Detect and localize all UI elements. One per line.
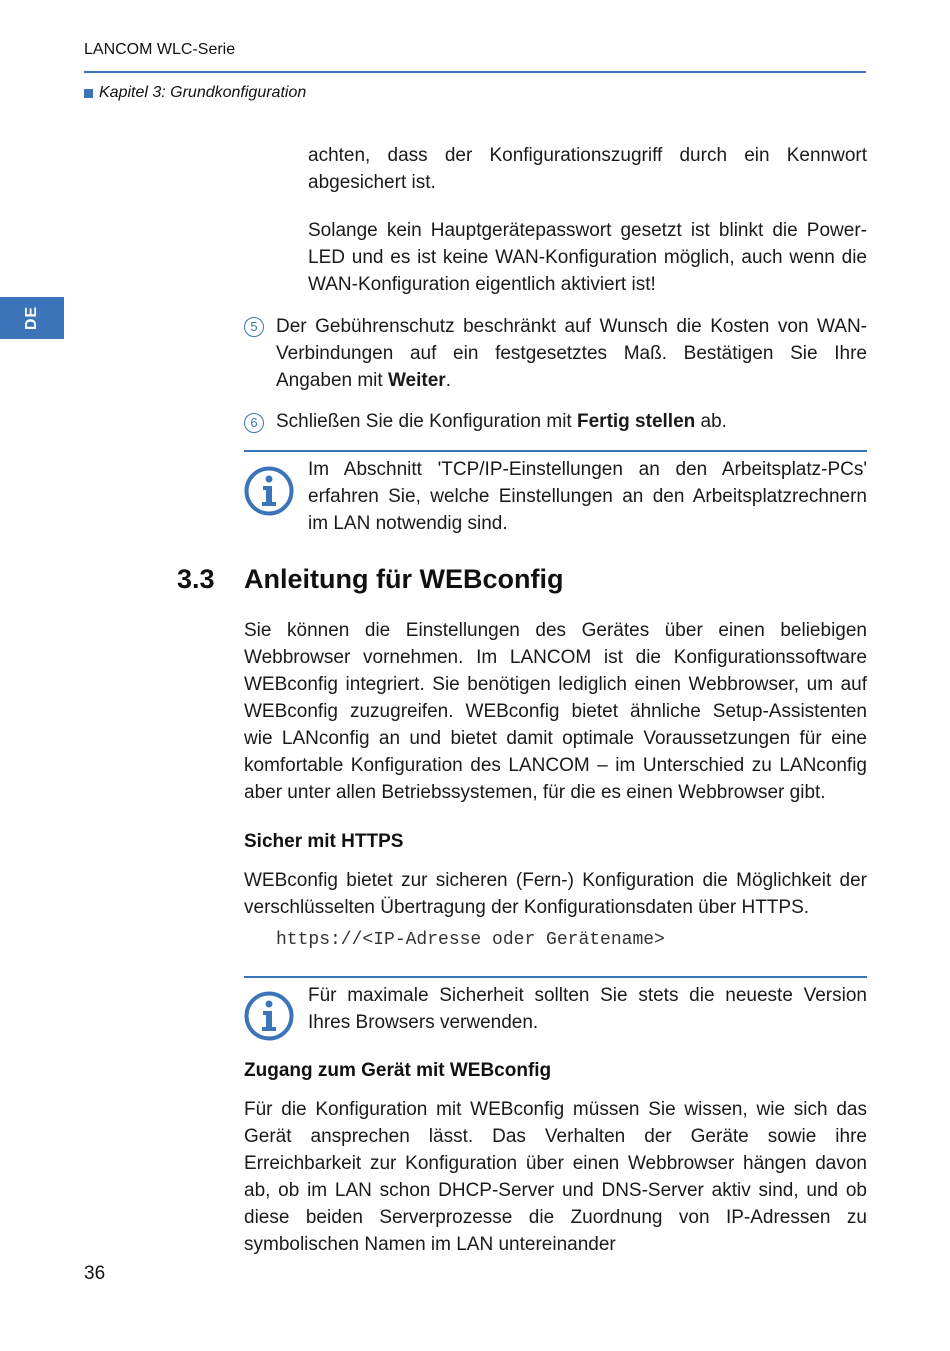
section-number: 3.3: [177, 564, 215, 594]
step-5-text-main: Der Gebührenschutz beschränkt auf Wunsch die Kosten von WAN-Verbindungen auf ein festgesetztes Maß. Bestätigen Sie Ihre Angaben mit: [276, 316, 867, 391]
section-intro: Sie können die Einstellungen des Gerätes über einen beliebigen Webbrowser vornehmen. Im LANCOM ist die Konfigurationssoftware WEBconfig integriert. Sie benötigen lediglich einen Webbrowser, um auf WEBconfig zuzugreifen. WEBconfig bietet ähnliche Setup-Assistenten wie LANconfig an und bietet damit optimale Voraussetzungen für eine komfortable Konfiguration des LANCOM – im Unterschied zu LANconfig aber unter allen Betriebssystemen, für die es einen Webbrowser gibt.: [244, 620, 867, 803]
paragraph-power-led: Solange kein Hauptgerätepasswort gesetzt ist blinkt die Power-LED und es ist keine WAN-Konfiguration möglich, auch wenn die WAN-Konfiguration eigentlich aktiviert ist!: [308, 220, 867, 295]
info-rule-2: [244, 976, 867, 978]
info-icon: [244, 991, 294, 1041]
step-6-marker: 6: [244, 413, 264, 433]
info-icon: [244, 466, 294, 516]
step-5-bold: Weiter: [387, 370, 446, 391]
code-url: https://<IP-Adresse oder Gerätename>: [276, 930, 665, 950]
subheading-https: Sicher mit HTTPS: [244, 831, 404, 852]
section-title: Anleitung für WEBconfig: [244, 564, 564, 594]
info-rule-1: [244, 450, 867, 452]
step-6-end: ab.: [695, 411, 727, 432]
language-tab: [0, 297, 64, 339]
note-browser: Für maximale Sicherheit sollten Sie stets die neueste Version Ihres Browsers verwenden.: [308, 985, 867, 1033]
paragraph-access: Für die Konfiguration mit WEBconfig müssen Sie wissen, wie sich das Gerät ansprechen lässt. Das Verhalten der Geräte sowie ihre Erreichbarkeit zur Konfiguration über einen Webbrowser hängen davon ab, ob im LAN schon DHCP-Server und DNS-Server aktiv sind, und ob diese beiden Serverprozesse die Zuordnung von IP-Adressen zu symbolischen Namen im LAN untereinander: [244, 1099, 867, 1255]
header-rule: [84, 71, 866, 73]
step-6-bold: Fertig stellen: [577, 411, 696, 432]
step-5-text: [276, 313, 867, 394]
chapter-square-icon: [84, 89, 93, 98]
step-5-marker: 5: [244, 317, 264, 337]
step-6-text: [276, 408, 867, 435]
note-tcpip: Im Abschnitt 'TCP/IP-Einstellungen an den Arbeitsplatz-PCs' erfahren Sie, welche Einstellungen an den Arbeitsplatzrechnern im LAN notwendig sind.: [308, 459, 867, 534]
step-5-end: .: [445, 370, 451, 391]
chapter-heading: [84, 84, 306, 102]
paragraph-password: achten, dass der Konfigurationszugriff durch ein Kennwort abgesichert ist.: [308, 145, 867, 193]
subheading-access: Zugang zum Gerät mit WEBconfig: [244, 1060, 552, 1081]
language-tab-label: DE: [23, 305, 40, 331]
page-number: 36: [84, 1263, 106, 1284]
chapter-label: Kapitel 3: Grundkonfiguration: [99, 84, 307, 101]
step-6-text-main: Schließen Sie die Konfiguration mit: [276, 411, 577, 432]
paragraph-https: WEBconfig bietet zur sicheren (Fern-) Konfiguration die Möglichkeit der verschlüsselten Übertragung der Konfigurationsdaten über HTTPS.: [244, 870, 867, 918]
running-header-title: LANCOM WLC-Serie: [84, 41, 236, 58]
